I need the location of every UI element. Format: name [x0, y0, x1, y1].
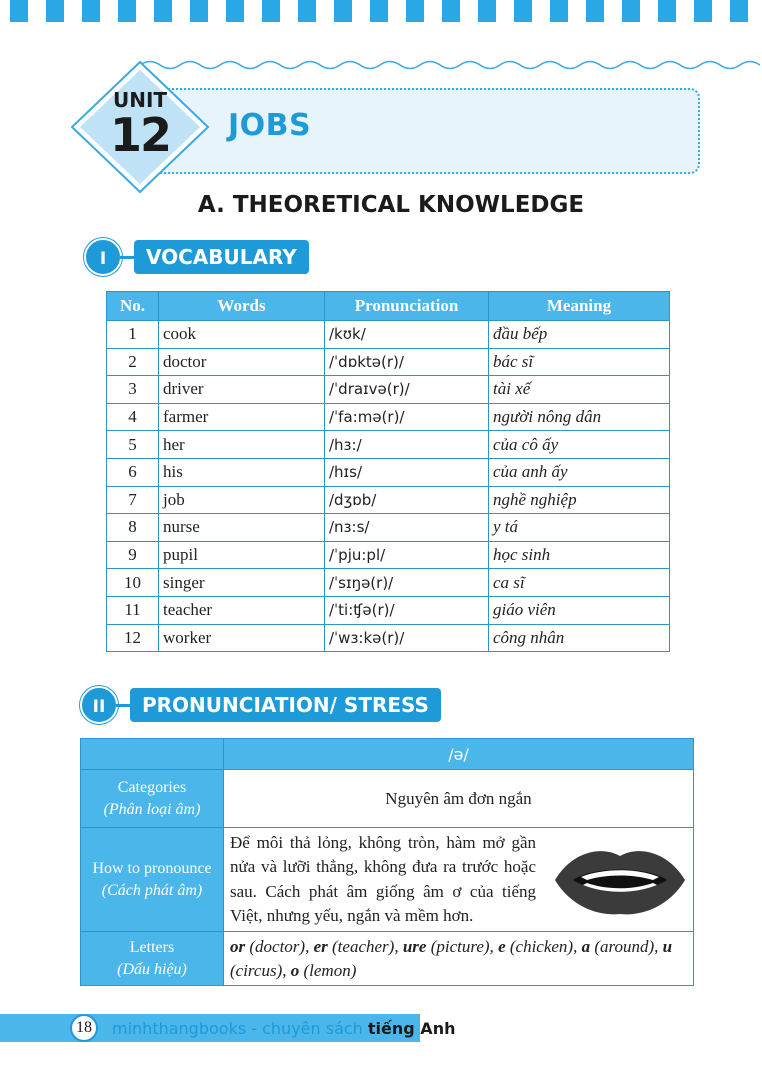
letter-example: (lemon) — [303, 960, 357, 980]
word-cell: worker — [159, 624, 325, 652]
top-dashed-band — [0, 0, 762, 24]
word-cell: nurse — [159, 514, 325, 542]
table-row — [107, 376, 670, 404]
footer-brand-bold: tiếng Anh — [367, 1019, 456, 1038]
sound-symbol: /ə/ — [224, 739, 694, 770]
word-cell: driver — [159, 376, 325, 404]
unit-label: UNIT — [112, 88, 168, 112]
band-segment — [10, 0, 28, 22]
table-row — [107, 403, 670, 431]
table-row — [81, 932, 694, 986]
letter-example: (around), — [594, 936, 659, 956]
pronunciation-cell: /hɜ:/ — [325, 431, 489, 459]
band-segment — [658, 0, 676, 22]
letter-example: (circus), — [230, 960, 287, 980]
band-segment — [46, 0, 64, 22]
table-row — [81, 770, 694, 828]
pronunciation-cell: /ˈsɪŋə(r)/ — [325, 569, 489, 597]
column-header: Words — [159, 292, 325, 321]
pronunciation-cell: /kʊk/ — [325, 321, 489, 349]
letter-example: (picture), — [430, 936, 494, 956]
row-header-how — [81, 828, 224, 932]
word-cell: singer — [159, 569, 325, 597]
letter-example: (teacher), — [332, 936, 399, 956]
word-cell: farmer — [159, 403, 325, 431]
band-segment — [190, 0, 208, 22]
meaning-cell: nghề nghiệp — [489, 486, 670, 514]
column-header: Meaning — [489, 292, 670, 321]
section-title-badge: PRONUNCIATION/ STRESS — [130, 688, 441, 722]
band-segment — [226, 0, 244, 22]
letter-pattern: o — [290, 960, 300, 980]
pronunciation-cell: /ˈwɜ:kə(r)/ — [325, 624, 489, 652]
section-numeral-badge: II — [80, 686, 118, 724]
word-cell: cook — [159, 321, 325, 349]
word-cell: pupil — [159, 541, 325, 569]
word-cell: doctor — [159, 348, 325, 376]
table-row — [107, 514, 670, 542]
band-segment — [622, 0, 640, 22]
wave-decoration — [140, 58, 760, 72]
band-segment — [550, 0, 568, 22]
row-number-cell: 12 — [107, 624, 159, 652]
row-header-label: Letters — [129, 938, 175, 956]
letter-pattern: a — [581, 936, 591, 956]
row-number-cell: 3 — [107, 376, 159, 404]
letter-pattern: er — [313, 936, 328, 956]
pronunciation-cell: /ˈdɒktə(r)/ — [325, 348, 489, 376]
pronunciation-cell: /ˈfa:mə(r)/ — [325, 403, 489, 431]
row-header-label: How to pronounce — [92, 859, 212, 877]
table-row — [107, 541, 670, 569]
letter-example: (chicken), — [509, 936, 578, 956]
how-to-pronounce-text: Để môi thả lỏng, không tròn, hàm mở gần nửa và lưỡi thẳng, không đưa ra trước hoặc sau. Cách phát âm giống âm ơ của tiếng Việt, nhưng yếu, ngắn và mềm hơn. — [230, 832, 536, 925]
pronunciation-cell: /ˈdraɪvə(r)/ — [325, 376, 489, 404]
letter-example: (doctor), — [249, 936, 310, 956]
unit-number: 12 — [109, 108, 170, 162]
meaning-cell: học sinh — [489, 541, 670, 569]
row-number-cell: 10 — [107, 569, 159, 597]
row-number-cell: 8 — [107, 514, 159, 542]
row-number-cell: 5 — [107, 431, 159, 459]
band-segment — [154, 0, 172, 22]
column-header: Pronunciation — [325, 292, 489, 321]
meaning-cell: của cô ấy — [489, 431, 670, 459]
table-row — [107, 348, 670, 376]
row-number-cell: 9 — [107, 541, 159, 569]
pronunciation-table — [80, 738, 694, 986]
table-row — [81, 828, 694, 932]
band-segment — [478, 0, 496, 22]
table-row — [107, 431, 670, 459]
pronunciation-cell: /nɜ:s/ — [325, 514, 489, 542]
pronunciation-cell: /dʒɒb/ — [325, 486, 489, 514]
row-number-cell: 7 — [107, 486, 159, 514]
categories-value: Nguyên âm đơn ngắn — [224, 770, 694, 828]
pronunciation-cell: /ˈpju:pl/ — [325, 541, 489, 569]
meaning-cell: bác sĩ — [489, 348, 670, 376]
row-header-label: Categories — [117, 778, 187, 796]
word-cell: job — [159, 486, 325, 514]
table-row — [107, 321, 670, 349]
band-segment — [586, 0, 604, 22]
section-title-badge: VOCABULARY — [134, 240, 309, 274]
band-segment — [82, 0, 100, 22]
unit-title: JOBS — [228, 108, 312, 143]
table-row — [107, 596, 670, 624]
band-segment — [406, 0, 424, 22]
meaning-cell: giáo viên — [489, 596, 670, 624]
table-row — [81, 739, 694, 770]
row-number-cell: 11 — [107, 596, 159, 624]
unit-badge — [70, 60, 210, 194]
band-segment — [694, 0, 712, 22]
meaning-cell: ca sĩ — [489, 569, 670, 597]
word-cell: teacher — [159, 596, 325, 624]
meaning-cell: y tá — [489, 514, 670, 542]
footer-brand — [112, 1016, 455, 1042]
letter-pattern: e — [498, 936, 506, 956]
section-numeral-badge: I — [84, 238, 122, 276]
how-to-pronounce-cell — [224, 828, 694, 932]
row-number-cell: 4 — [107, 403, 159, 431]
table-row — [107, 486, 670, 514]
vocabulary-table — [106, 291, 670, 652]
band-segment — [298, 0, 316, 22]
letter-pattern: or — [230, 936, 246, 956]
empty-header-cell — [81, 739, 224, 770]
band-segment — [262, 0, 280, 22]
row-header-label-vi: (Dấu hiệu) — [117, 960, 187, 978]
band-segment — [730, 0, 748, 22]
footer-brand-text: minhthangbooks - chuyên sách — [112, 1019, 363, 1038]
table-header-row — [107, 292, 670, 321]
letter-pattern: u — [662, 936, 673, 956]
band-segment — [442, 0, 460, 22]
row-header-label-vi: (Cách phát âm) — [101, 881, 203, 899]
pronunciation-cell: /hɪs/ — [325, 458, 489, 486]
row-number-cell: 1 — [107, 321, 159, 349]
table-row — [107, 624, 670, 652]
letters-cell — [224, 932, 694, 986]
meaning-cell: người nông dân — [489, 403, 670, 431]
pronunciation-cell: /ˈti:ʧə(r)/ — [325, 596, 489, 624]
word-cell: his — [159, 458, 325, 486]
row-header-letters — [81, 932, 224, 986]
meaning-cell: đầu bếp — [489, 321, 670, 349]
footer-bar-right — [434, 1014, 762, 1042]
meaning-cell: công nhân — [489, 624, 670, 652]
table-row — [107, 458, 670, 486]
band-segment — [370, 0, 388, 22]
meaning-cell: tài xế — [489, 376, 670, 404]
word-cell: her — [159, 431, 325, 459]
section-heading: A. THEORETICAL KNOWLEDGE — [197, 192, 585, 218]
row-number-cell: 2 — [107, 348, 159, 376]
row-header-label-vi: (Phân loại âm) — [103, 800, 201, 818]
letter-pattern: ure — [402, 936, 427, 956]
row-number-cell: 6 — [107, 458, 159, 486]
page-number: 18 — [70, 1014, 98, 1042]
table-row — [107, 569, 670, 597]
row-header-categories — [81, 770, 224, 828]
column-header: No. — [107, 292, 159, 321]
mouth-icon — [553, 844, 687, 916]
band-segment — [118, 0, 136, 22]
band-segment — [334, 0, 352, 22]
meaning-cell: của anh ấy — [489, 458, 670, 486]
band-segment — [514, 0, 532, 22]
